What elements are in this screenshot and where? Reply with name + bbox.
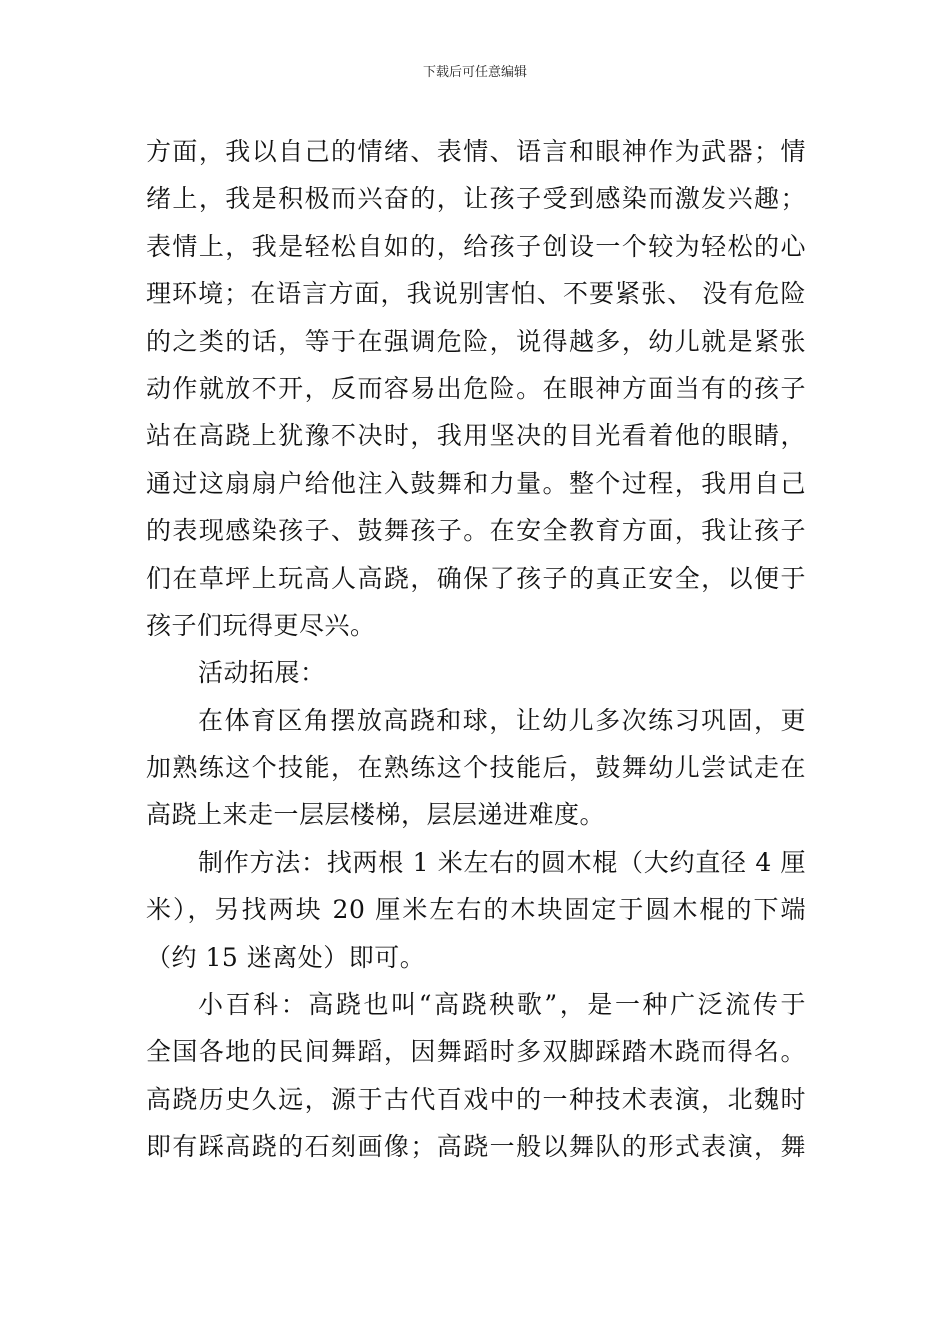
text-line: 高跷历史久远，源于古代百戏中的一种技术表演，北魏时 [146, 1084, 806, 1114]
text-line: 全国各地的民间舞蹈，因舞蹈时多双脚踩踏木跷而得名。 [146, 1037, 806, 1067]
text-line: 的表现感染孩子、鼓舞孩子。在安全教育方面，我让孩子 [146, 516, 806, 546]
document-body [146, 128, 806, 1171]
text-line: 们在草坪上玩高人高跷，确保了孩子的真正安全，以便于 [146, 563, 806, 593]
text-line: 动作就放不开，反而容易出危险。在眼神方面当有的孩子 [146, 373, 806, 403]
text-line: 即有踩高跷的石刻画像；高跷一般以舞队的形式表演，舞 [146, 1132, 806, 1162]
text-line: 理环境；在语言方面，我说别害怕、不要紧张、 没有危险 [146, 279, 806, 309]
text-line: 绪上，我是积极而兴奋的，让孩子受到感染而激发兴趣； [146, 184, 806, 214]
text-line: 表情上，我是轻松自如的，给孩子创设一个较为轻松的心 [146, 231, 806, 261]
text-line: 制作方法：找两根 1 米左右的圆木棍（大约直径 4 厘 [198, 847, 806, 877]
text-line: （约 15 迷离处）即可。 [146, 942, 426, 972]
text-line: 通过这扇扇户给他注入鼓舞和力量。整个过程，我用自己 [146, 468, 806, 498]
text-line: 高跷上来走一层层楼梯，层层递进难度。 [146, 800, 606, 830]
text-line: 加熟练这个技能，在熟练这个技能后，鼓舞幼儿尝试走在 [146, 753, 806, 783]
text-line: 站在高跷上犹豫不决时，我用坚决的目光看着他的眼睛， [146, 421, 806, 451]
text-line: 孩子们玩得更尽兴。 [146, 610, 376, 640]
text-line: 在体育区角摆放高跷和球，让幼儿多次练习巩固，更 [198, 705, 806, 735]
page-header: 下载后可任意编辑 [422, 65, 527, 80]
text-line: 活动拓展： [198, 658, 326, 688]
text-line: 方面，我以自己的情绪、表情、语言和眼神作为武器；情 [146, 137, 806, 166]
text-line: 的之类的话，等于在强调危险，说得越多，幼儿就是紧张 [146, 326, 806, 356]
text-line: 小百科：高跷也叫“高跷秧歌”，是一种广泛流传于 [198, 990, 806, 1020]
text-line: 米），另找两块 20 厘米左右的木块固定于圆木棍的下端 [146, 895, 806, 925]
